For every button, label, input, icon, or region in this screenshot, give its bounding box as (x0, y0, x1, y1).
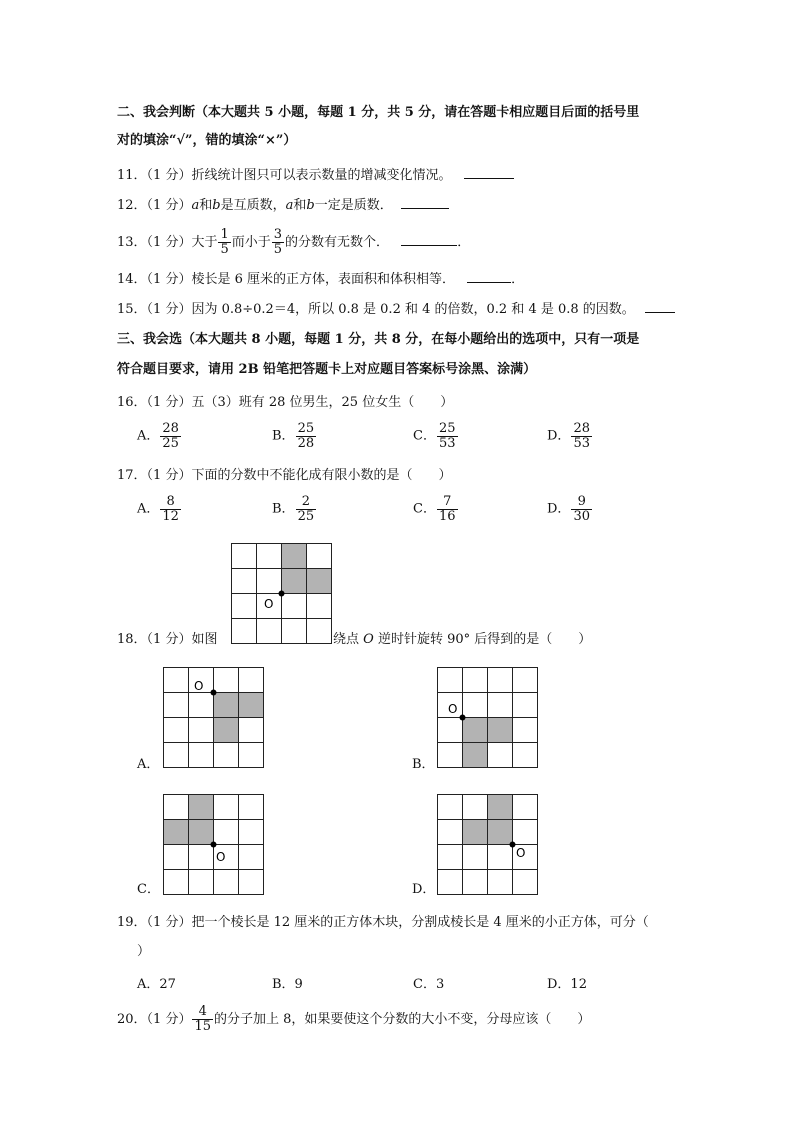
option-label: D． (547, 501, 571, 517)
text: 和 (293, 198, 307, 213)
question-prefix: 20．（1 分） (117, 1012, 192, 1027)
option-label: A． (137, 428, 160, 444)
denominator: 25 (162, 436, 179, 451)
var-a: a (191, 198, 200, 213)
section3-title-line1: 三、我会选（本大题共 8 小题，每题 1 分，共 8 分，在每小题给出的选项中，只有一项是 (117, 332, 640, 347)
question-12 (117, 196, 449, 215)
question-text: 而小于 (231, 235, 271, 250)
denominator: 12 (162, 509, 179, 524)
option-d-figure[interactable] (437, 794, 538, 895)
option-a-figure[interactable] (163, 667, 264, 768)
option-b[interactable] (272, 422, 317, 451)
option-c[interactable]: C． (137, 882, 160, 897)
option-b[interactable] (272, 495, 317, 524)
denominator: 5 (220, 242, 229, 257)
question-18-suffix (333, 631, 591, 649)
option-a[interactable]: A． (137, 757, 160, 772)
option-c[interactable]: C．3 (413, 977, 445, 992)
option-c[interactable] (413, 495, 459, 524)
fraction (160, 495, 181, 524)
point-o-label: O (448, 702, 458, 716)
section2-title-line1: 二、我会判断（本大题共 5 小题，每题 1 分，共 5 分，请在答题卡相应题目后面的括号里 (117, 105, 640, 120)
section2-title-line2: 对的填涂“√”，错的填涂“×”） (117, 133, 297, 148)
var-b: b (306, 198, 315, 213)
numerator: 3 (273, 227, 283, 242)
rotation-figure (231, 543, 332, 644)
fraction (192, 1005, 213, 1034)
fraction (437, 422, 458, 451)
denominator: 28 (297, 436, 315, 451)
numerator: 28 (573, 421, 590, 436)
period: ． (457, 235, 471, 250)
fraction (296, 495, 317, 524)
question-20 (117, 1005, 590, 1034)
numerator: 4 (192, 1005, 213, 1020)
fraction (437, 495, 458, 524)
numerator: 25 (297, 421, 315, 436)
point-o: O (363, 632, 374, 647)
answer-blank[interactable] (464, 166, 514, 179)
numerator: 9 (571, 495, 592, 510)
denominator: 25 (297, 509, 315, 524)
text: 一定是质数． (314, 198, 393, 213)
denominator: 16 (438, 509, 456, 524)
option-label: D． (547, 428, 571, 444)
denominator: 53 (573, 436, 590, 451)
var-b: b (212, 198, 221, 213)
fraction (571, 495, 592, 524)
denominator: 53 (438, 436, 456, 451)
option-a[interactable] (137, 422, 182, 451)
option-label: B． (272, 428, 295, 444)
option-label: B． (272, 501, 295, 517)
answer-blank[interactable] (645, 300, 675, 313)
option-c-figure[interactable] (163, 794, 264, 895)
section3-title-line2: 符合题目要求，请用 2B 铅笔把答题卡上对应题目答案标号涂黑、涂满） (117, 362, 537, 377)
fraction (160, 422, 181, 451)
period: ． (511, 272, 525, 287)
option-d[interactable] (547, 422, 593, 451)
question-11 (117, 166, 514, 185)
question-15-text: 15．（1 分）因为 0.8÷0.2＝4，所以 0.8 是 0.2 和 4 的倍数，0.2 和 4 是 0.8 的因数。 (117, 302, 635, 317)
option-b[interactable]: B． (412, 757, 435, 772)
text: 是互质数， (220, 198, 286, 213)
denominator: 15 (194, 1019, 211, 1034)
point-o-label: O (264, 597, 274, 611)
option-b-figure[interactable] (437, 667, 538, 768)
option-d[interactable] (547, 495, 593, 524)
question-text: 的分数有无数个． (285, 235, 390, 250)
numerator: 28 (162, 421, 179, 436)
fraction (218, 228, 230, 257)
option-d[interactable]: D．12 (547, 977, 587, 992)
option-b[interactable]: B．9 (272, 977, 303, 992)
fraction (571, 422, 592, 451)
question-text: 的分子加上 8，如果要使这个分数的大小不变，分母应该（ ） (214, 1012, 591, 1027)
question-14-text: 14．（1 分）棱长是 6 厘米的正方体，表面积和体积相等． (117, 272, 455, 287)
option-d[interactable]: D． (412, 882, 436, 897)
text: 和 (199, 198, 213, 213)
question-17-stem: 17．（1 分）下面的分数中不能化成有限小数的是（ ） (117, 468, 452, 483)
var-a: a (285, 198, 294, 213)
question-prefix: 12．（1 分） (117, 198, 192, 213)
question-14 (117, 270, 524, 289)
question-13 (117, 228, 470, 257)
point-o-label: O (216, 850, 226, 864)
question-16-stem: 16．（1 分）五（3）班有 28 位男生，25 位女生（ ） (117, 395, 454, 410)
numerator: 8 (160, 495, 181, 510)
option-label: C． (413, 501, 436, 517)
option-a[interactable]: A．27 (137, 977, 176, 992)
answer-blank[interactable] (467, 270, 511, 283)
option-a[interactable] (137, 495, 182, 524)
numerator: 1 (220, 227, 229, 242)
option-c[interactable] (413, 422, 459, 451)
question-19-line2: ） (137, 944, 151, 959)
numerator: 2 (296, 495, 317, 510)
fraction (296, 422, 317, 451)
answer-blank[interactable] (401, 233, 457, 246)
answer-blank[interactable] (401, 196, 449, 209)
denominator: 30 (573, 509, 590, 524)
option-label: C． (413, 428, 436, 444)
option-label: A． (137, 501, 160, 517)
question-11-text: 11．（1 分）折线统计图只可以表示数量的增减变化情况。 (117, 168, 452, 183)
question-19-line1: 19．（1 分）把一个棱长是 12 厘米的正方体木块，分割成棱长是 4 厘米的小正方体，可分（ (117, 915, 649, 930)
question-15 (117, 300, 675, 319)
question-text: 13．（1 分）大于 (117, 235, 218, 250)
question-text: 绕点 (333, 632, 364, 647)
fraction (272, 228, 284, 257)
question-text: 逆时针旋转 90° 后得到的是（ ） (373, 632, 592, 647)
point-o-label: O (194, 679, 204, 693)
denominator: 5 (273, 242, 283, 257)
numerator: 25 (438, 421, 456, 436)
question-18-prefix: 18．（1 分）如图 (117, 632, 218, 647)
point-o-label: O (516, 846, 526, 860)
numerator: 7 (437, 495, 458, 510)
